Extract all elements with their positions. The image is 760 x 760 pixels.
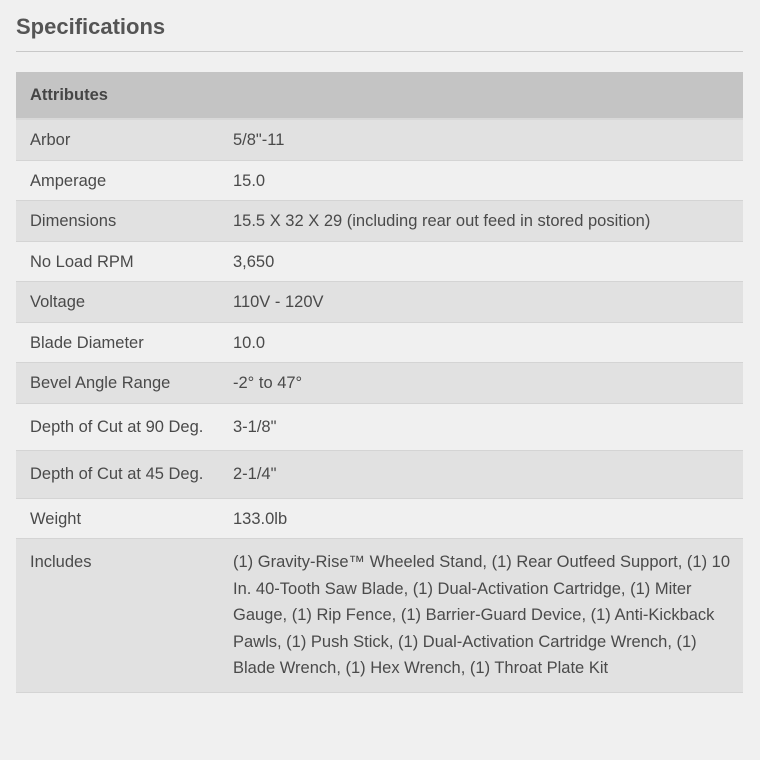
table-row (16, 363, 743, 404)
attribute-value: 10.0 (233, 322, 743, 363)
specifications-section (16, 0, 743, 693)
attribute-name: No Load RPM (16, 241, 233, 282)
attribute-name: Depth of Cut at 90 Deg. (16, 403, 233, 451)
attribute-value: 15.5 X 32 X 29 (including rear out feed in stored position) (233, 201, 743, 242)
table-row (16, 322, 743, 363)
table-row (16, 241, 743, 282)
attribute-value: 3-1/8" (233, 403, 743, 451)
attribute-name: Dimensions (16, 201, 233, 242)
table-row (16, 451, 743, 499)
table-row (16, 282, 743, 323)
attribute-value: 15.0 (233, 160, 743, 201)
attribute-value: 3,650 (233, 241, 743, 282)
attribute-name: Voltage (16, 282, 233, 323)
attribute-value: 2-1/4" (233, 451, 743, 499)
section-title: Specifications (16, 0, 743, 52)
attribute-name: Arbor (16, 119, 233, 160)
attribute-name: Includes (16, 539, 233, 693)
attribute-name: Blade Diameter (16, 322, 233, 363)
table-row (16, 539, 743, 693)
attributes-header: Attributes (16, 72, 743, 119)
table-row (16, 160, 743, 201)
table-row (16, 201, 743, 242)
table-row (16, 498, 743, 539)
attribute-value: -2° to 47° (233, 363, 743, 404)
attribute-name: Depth of Cut at 45 Deg. (16, 451, 233, 499)
attribute-name: Bevel Angle Range (16, 363, 233, 404)
attribute-name: Weight (16, 498, 233, 539)
table-header-row (16, 72, 743, 119)
attribute-name: Amperage (16, 160, 233, 201)
attribute-value: 133.0lb (233, 498, 743, 539)
attribute-value: 5/8"-11 (233, 119, 743, 160)
table-row (16, 403, 743, 451)
attribute-value: 110V - 120V (233, 282, 743, 323)
attribute-value: (1) Gravity-Rise™ Wheeled Stand, (1) Rear Outfeed Support, (1) 10 In. 40-Tooth Saw Blade, (1) Dual-Activation Cartridge, (1) Miter Gauge, (1) Rip Fence, (1) Barrier-Guard Device, (1) Anti-Kickback Pawls, (1) Push Stick, (1) Dual-Activation Cartridge Wrench, (1) Blade Wrench, (1) Hex Wrench, (1) Throat Plate Kit (233, 539, 743, 693)
specifications-table (16, 72, 743, 693)
table-row (16, 119, 743, 160)
